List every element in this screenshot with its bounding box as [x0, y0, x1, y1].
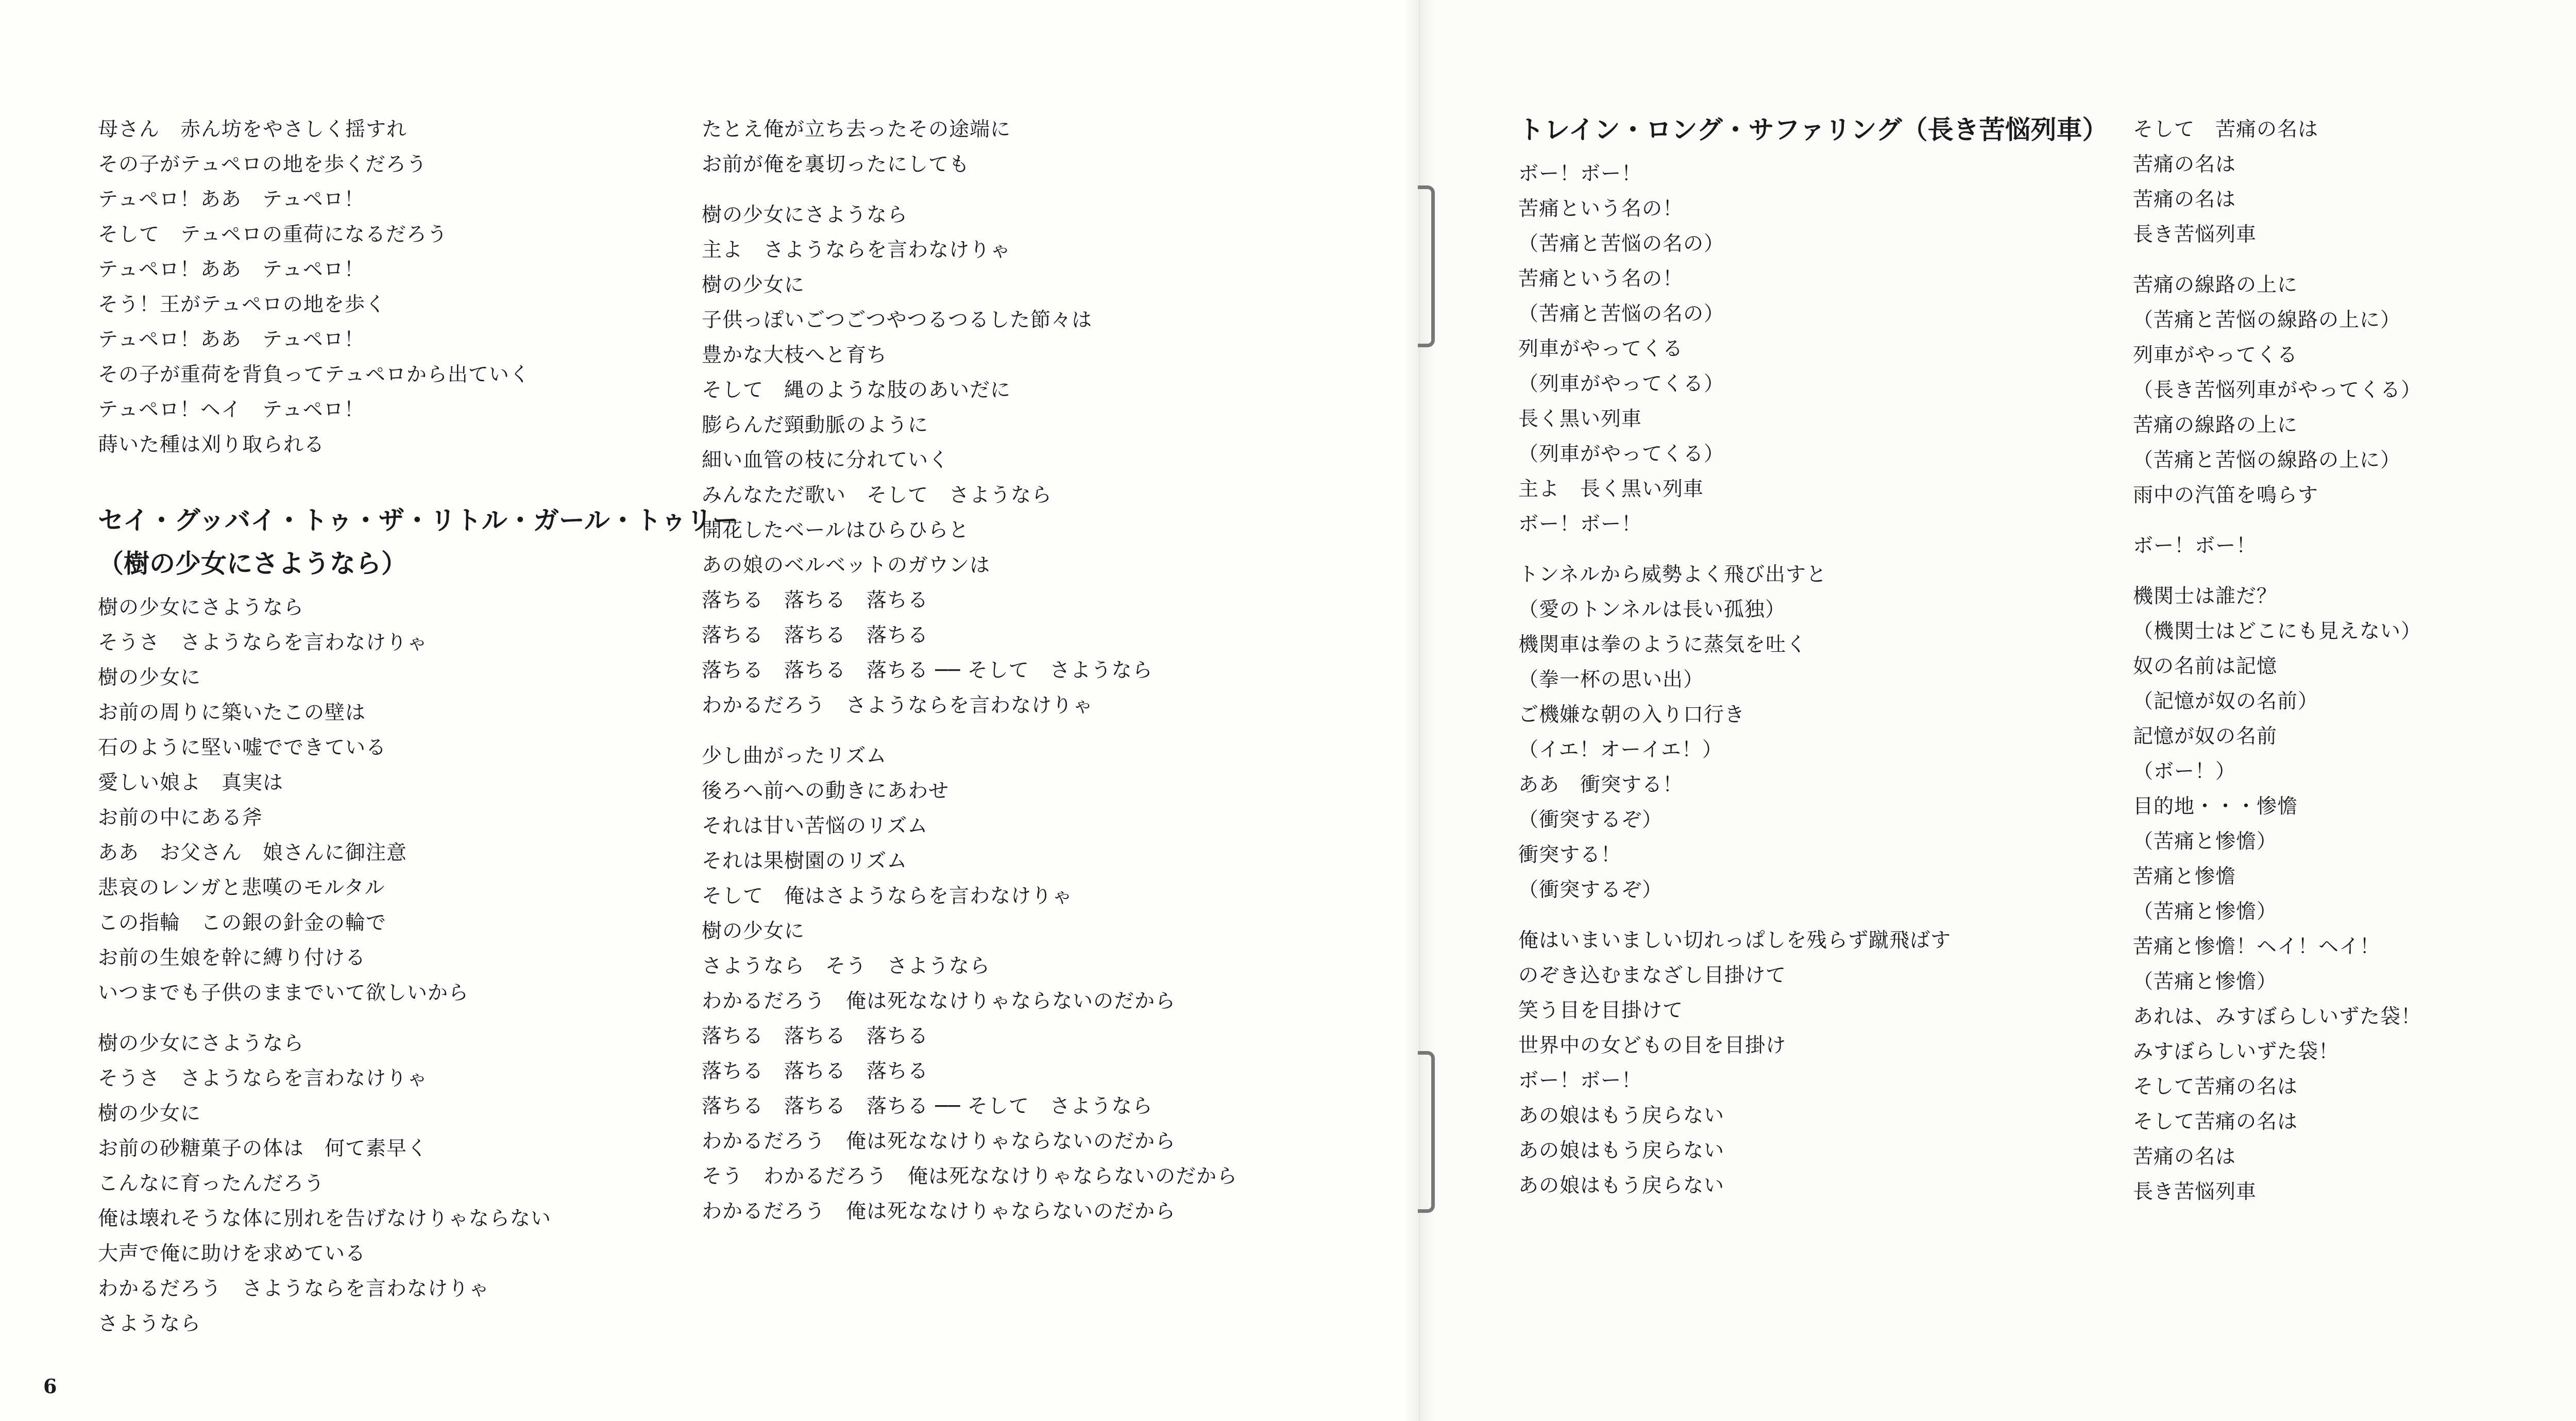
- lyric-line: （記憶が奴の名前）: [2133, 690, 2319, 713]
- lyric-line: 機関車は拳のように蒸気を吐く: [1518, 633, 1807, 656]
- lyric-line: 苦痛の線路の上に: [2133, 274, 2298, 297]
- lyric-line: 主よ さようならを言わなけりゃ: [702, 239, 1011, 262]
- lyric-line: 落ちる 落ちる 落ちる: [702, 589, 929, 612]
- verse: [2133, 529, 2421, 564]
- lyric-line: （苦痛と苦悩の線路の上に）: [2133, 449, 2401, 472]
- lyric-line: 豊かな大枝へと育ち: [702, 344, 888, 367]
- lyric-line: みんなただ歌い そして さようなら: [702, 484, 1053, 507]
- lyric-line: その子が重荷を背負ってテュペロから出ていく: [98, 363, 530, 386]
- lyric-line: 樹の少女に: [98, 666, 201, 689]
- verse: [1518, 157, 2108, 542]
- lyric-line: 列車がやってくる: [2133, 344, 2298, 367]
- lyric-line: それは甘い苦悩のリズム: [702, 815, 928, 838]
- lyric-line: 苦痛と惨憺！ヘイ！ヘイ！: [2133, 935, 2381, 958]
- lyric-line: （衝突するぞ）: [1518, 878, 1663, 902]
- lyric-line: 笑う目を目掛けて: [1518, 999, 1684, 1022]
- lyric-line: （ボー！）: [2133, 760, 2236, 783]
- lyric-line: 世界中の女どもの目を目掛け: [1518, 1034, 1787, 1057]
- lyric-line: 苦痛の名は: [2133, 1145, 2236, 1169]
- lyric-line: 奴の名前は記憶: [2133, 655, 2278, 678]
- lyric-line: 樹の少女に: [702, 920, 805, 943]
- lyric-line: お前の生娘を幹に縛り付ける: [98, 946, 366, 970]
- left-column-2: [702, 112, 1238, 1229]
- lyric-line: お前の中にある斧: [98, 806, 263, 830]
- lyric-line: 落ちる 落ちる 落ちる: [702, 624, 929, 647]
- song-title-train-long-suffering: トレイン・ロング・サファリング（長き苦悩列車）: [1518, 115, 2108, 145]
- lyric-line: （苦痛と惨憺）: [2133, 900, 2278, 923]
- lyric-line: 後ろへ前への動きにあわせ: [702, 780, 950, 803]
- lyric-line: 俺は壊れそうな体に別れを告げなけりゃならない: [98, 1207, 552, 1230]
- lyric-line: そして 苦痛の名は: [2133, 118, 2319, 141]
- lyric-line: わかるだろう さようならを言わなけりゃ: [702, 694, 1094, 717]
- lyric-line: その子がテュペロの地を歩くだろう: [98, 153, 427, 176]
- lyric-line: テュペロ！ああ テュペロ！: [98, 188, 365, 211]
- lyric-line: 開花したベールはひらひらと: [702, 519, 970, 542]
- lyric-line: さようなら そう さようなら: [702, 955, 991, 978]
- lyric-line: それは果樹園のリズム: [702, 850, 908, 873]
- lyric-line: （列車がやってくる）: [1518, 443, 1725, 466]
- song-title-say-goodbye: セイ・グッバイ・トゥ・ザ・リトル・ガール・トゥリー: [98, 505, 738, 535]
- verse: [98, 590, 738, 1011]
- lyric-line: テュペロ！ヘイ テュペロ！: [98, 398, 365, 421]
- lyric-line: 主よ 長く黒い列車: [1518, 478, 1704, 501]
- lyric-line: ああ お父さん 娘さんに御注意: [98, 841, 408, 865]
- lyric-line: たとえ俺が立ち去ったその途端に: [702, 118, 1011, 141]
- lyric-line: そう わかるだろう 俺は死ななけりゃならないのだから: [702, 1165, 1238, 1188]
- lyric-line: （苦痛と苦悩の名の）: [1518, 302, 1725, 326]
- lyric-line: あれは、みすぼらしいずた袋！: [2133, 1005, 2422, 1028]
- verse: [1518, 923, 2108, 1204]
- verse: [2133, 579, 2421, 1210]
- lyric-line: 樹の少女にさようなら: [98, 596, 304, 619]
- lyric-line: （衝突するぞ）: [1518, 808, 1663, 832]
- lyric-line: 苦痛の名は: [2133, 188, 2236, 211]
- lyric-line: 樹の少女に: [98, 1102, 201, 1125]
- lyric-line: （イエ！オーイエ！）: [1518, 738, 1723, 762]
- staple-top: [1418, 185, 1435, 347]
- lyric-line: お前が俺を裏切ったにしても: [702, 153, 970, 176]
- lyric-line: のぞき込むまなざし目掛けて: [1518, 964, 1787, 987]
- lyric-line: 苦痛の名は: [2133, 153, 2236, 176]
- lyric-line: （拳一杯の思い出）: [1518, 668, 1704, 691]
- lyric-line: わかるだろう さようならを言わなけりゃ: [98, 1277, 490, 1300]
- lyric-line: 苦痛という名の！: [1518, 267, 1684, 291]
- lyric-line: 樹の少女に: [702, 274, 805, 297]
- lyric-line: 苦痛の線路の上に: [2133, 414, 2298, 437]
- lyric-line: ボー！ボー！: [1518, 162, 1642, 185]
- lyric-line: そして苦痛の名は: [2133, 1110, 2298, 1134]
- lyric-line: （苦痛と苦悩の線路の上に）: [2133, 309, 2401, 332]
- lyric-line: テュペロ！ああ テュペロ！: [98, 328, 365, 351]
- lyric-line: 長き苦悩列車: [2133, 1180, 2257, 1204]
- lyric-line: （長き苦悩列車がやってくる）: [2133, 379, 2422, 402]
- lyric-line: そして テュペロの重荷になるだろう: [98, 223, 448, 246]
- lyric-line: そして苦痛の名は: [2133, 1075, 2298, 1098]
- lyric-line: みすぼらしいずた袋！: [2133, 1040, 2340, 1063]
- lyric-line: 落ちる 落ちる 落ちる ── そして さようなら: [702, 1095, 1153, 1118]
- lyric-line: 子供っぽいごつごつやつるつるした節々は: [702, 309, 1093, 332]
- verse: [1518, 557, 2108, 908]
- lyric-line: ボー！ボー！: [2133, 534, 2257, 557]
- lyric-line: （苦痛と惨憺）: [2133, 830, 2278, 853]
- lyric-line: そうさ さようならを言わなけりゃ: [98, 1067, 428, 1090]
- lyric-line: そして 縄のような肢のあいだに: [702, 379, 1011, 402]
- lyric-line: あの娘のベルベットのガウンは: [702, 554, 991, 577]
- lyric-line: （愛のトンネルは長い孤独）: [1518, 598, 1786, 621]
- lyric-line: 落ちる 落ちる 落ちる: [702, 1025, 929, 1048]
- lyric-line: 樹の少女にさようなら: [98, 1032, 304, 1055]
- lyric-line: 石のように堅い嘘でできている: [98, 736, 387, 759]
- lyric-line: あの娘はもう戻らない: [1518, 1174, 1725, 1197]
- lyric-line: お前の周りに築いたこの壁は: [98, 701, 366, 724]
- lyric-line: 悲哀のレンガと悲嘆のモルタル: [98, 876, 385, 900]
- verse: [98, 1026, 738, 1342]
- verse: [2133, 268, 2421, 513]
- lyric-line: ボー！ボー！: [1518, 1069, 1642, 1092]
- lyric-line: ご機嫌な朝の入り口行き: [1518, 703, 1745, 726]
- lyric-line: 膨らんだ頸動脈のように: [702, 414, 929, 437]
- lyric-line: 列車がやってくる: [1518, 337, 1684, 361]
- lyric-line: こんなに育ったんだろう: [98, 1172, 325, 1195]
- lyric-line: いつまでも子供のままでいて欲しいから: [98, 982, 469, 1005]
- lyric-line: （機関士はどこにも見えない）: [2133, 620, 2422, 643]
- lyric-line: 苦痛と惨憺: [2133, 865, 2236, 888]
- lyric-line: わかるだろう 俺は死ななけりゃならないのだから: [702, 1200, 1176, 1223]
- right-page: [1419, 0, 2576, 1421]
- lyric-line: 樹の少女にさようなら: [702, 204, 908, 227]
- lyric-line: 落ちる 落ちる 落ちる: [702, 1060, 929, 1083]
- lyric-line: 少し曲がったリズム: [702, 745, 887, 768]
- verse: [702, 112, 1238, 182]
- lyric-line: あの娘はもう戻らない: [1518, 1139, 1725, 1162]
- lyric-line: さようなら: [98, 1312, 201, 1335]
- lyric-line: あの娘はもう戻らない: [1518, 1104, 1725, 1127]
- page-number: 6: [43, 1375, 57, 1398]
- lyric-line: トンネルから威勢よく飛び出すと: [1518, 563, 1827, 586]
- lyric-line: この指輪 この銀の針金の輪で: [98, 911, 387, 935]
- lyric-line: 細い血管の枝に分れていく: [702, 449, 950, 472]
- lyric-line: テュペロ！ああ テュペロ！: [98, 258, 365, 281]
- verse-tupelo: [98, 112, 738, 463]
- verse: [2133, 112, 2421, 252]
- lyric-line: 俺はいまいましい切れっぱしを残らず蹴飛ばす: [1518, 929, 1952, 952]
- right-column-1: [1518, 108, 2108, 1204]
- lyric-line: そう！王がテュペロの地を歩く: [98, 293, 386, 316]
- lyric-line: 機関士は誰だ？: [2133, 585, 2278, 608]
- lyric-line: 蒔いた種は刈り取られる: [98, 433, 325, 456]
- lyric-line: 長き苦悩列車: [2133, 223, 2257, 246]
- staple-bottom: [1418, 1051, 1435, 1213]
- verse: [702, 198, 1238, 723]
- lyric-line: わかるだろう 俺は死ななけりゃならないのだから: [702, 990, 1176, 1013]
- lyric-line: （苦痛と惨憺）: [2133, 970, 2278, 993]
- lyric-line: そして 俺はさようならを言わなけりゃ: [702, 885, 1073, 908]
- lyric-line: お前の砂糖菓子の体は 何て素早く: [98, 1137, 428, 1160]
- right-column-2: [2133, 112, 2421, 1210]
- lyric-line: ああ 衝突する！: [1518, 773, 1684, 797]
- verse: [702, 739, 1238, 1229]
- lyric-line: 落ちる 落ちる 落ちる ── そして さようなら: [702, 659, 1153, 682]
- lyric-line: 母さん 赤ん坊をやさしく揺すれ: [98, 118, 408, 141]
- lyric-line: （列車がやってくる）: [1518, 373, 1725, 396]
- lyric-line: ボー！ボー！: [1518, 513, 1642, 536]
- lyric-line: 衝突する！: [1518, 843, 1622, 867]
- lyric-line: 長く黒い列車: [1518, 408, 1642, 431]
- song-title-say-goodbye-japanese: （樹の少女にさようなら）: [98, 549, 407, 579]
- lyric-line: 愛しい娘よ 真実は: [98, 771, 284, 794]
- lyric-line: 大声で俺に助けを求めている: [98, 1242, 366, 1265]
- lyric-line: 目的地・・・惨憺: [2133, 795, 2298, 818]
- lyric-line: （苦痛と苦悩の名の）: [1518, 232, 1725, 256]
- lyric-line: 苦痛という名の！: [1518, 197, 1684, 221]
- lyric-line: 記憶が奴の名前: [2133, 725, 2278, 748]
- lyric-line: そうさ さようならを言わなけりゃ: [98, 631, 428, 654]
- lyric-line: わかるだろう 俺は死ななけりゃならないのだから: [702, 1130, 1176, 1153]
- lyric-line: 雨中の汽笛を鳴らす: [2133, 484, 2319, 507]
- left-column-1: [98, 112, 738, 1342]
